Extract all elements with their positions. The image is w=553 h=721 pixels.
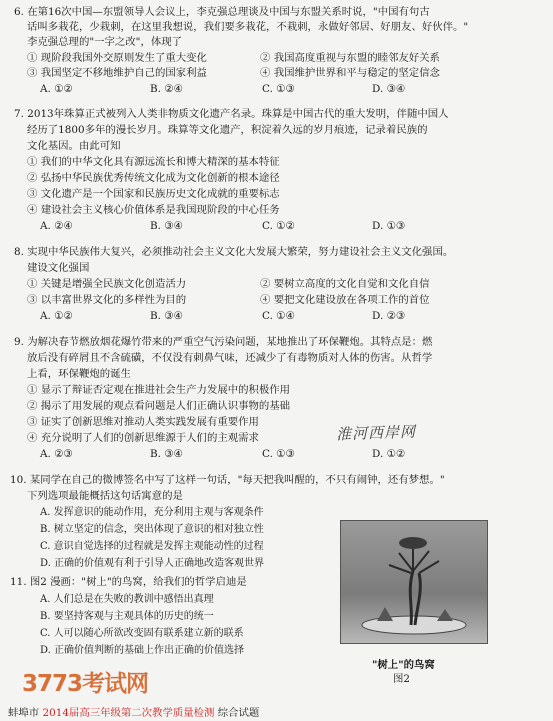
q9-answer-c: C. ①③	[262, 448, 295, 460]
page-footer	[8, 704, 259, 719]
q6-answer-a: A. ①②	[40, 83, 73, 95]
q9-stem-line-2: 放后没有碎屑且不含硫磺，不仅没有刺鼻气味，还减少了有毒物质对人体的伤害。从哲学	[27, 352, 433, 364]
q9-answer-d: D. ①②	[372, 448, 406, 460]
site-logo: 3773考试网	[22, 671, 149, 697]
q9-option-3: ③ 证实了创新思维对推动人类实践发展有重要作用	[27, 416, 259, 428]
q11-option-d: D. 正确价值判断的基础上作出正确的价值选择	[40, 645, 245, 656]
q8-stem-line-2: 建设文化强国	[27, 262, 90, 274]
q10-option-d: D. 正确的价值观有利于引导人正确地改造客观世界	[40, 558, 265, 569]
q10-option-a: A. 发挥意识的能动作用，充分利用主观与客观条件	[40, 507, 264, 518]
q9-stem-line-3: 上看，环保鞭炮的诞生	[27, 368, 131, 380]
q10-option-c: C. 意识自觉选择的过程就是发挥主观能动性的过程	[40, 541, 264, 552]
q6-stem-line-3: 李克强总理的"一字之改"，体现了	[27, 36, 183, 48]
q6-option-4: ④ 我国维护世界和平与稳定的坚定信念	[260, 67, 440, 79]
q7-option-3: ③ 文化遗产是一个国家和民族历史文化成就的重要标志	[27, 188, 280, 200]
q8-option-1: ① 关键是增强全民族文化创造活力	[27, 278, 187, 290]
q7-answer-c: C. ①②	[262, 220, 295, 232]
q9-stem-line-1: 9. 为解决春节燃放烟花爆竹带来的严重空气污染问题，某地推出了环保鞭炮。其特点是：燃	[14, 336, 433, 348]
q6-stem-line-2: 话叫多栽花，少栽刺，在这里我想说，我们要多栽花，不栽刺，永做好邻居、好朋友、好伙伴。"	[27, 21, 469, 33]
q7-stem-line-3: 文化基因。由此可知	[27, 140, 121, 152]
q6-option-2: ② 我国高度重视与东盟的睦邻友好关系	[260, 52, 440, 64]
q9-option-4: ④ 充分说明了人们的创新思维源于人们的主观需求	[27, 432, 259, 444]
q6-stem-line-1: 6. 在第16次中国—东盟领导人会议上，李克强总理谈及中国与东盟关系时说，"中国有句古	[14, 6, 430, 18]
q10-stem-line-1: 10. 某同学在自己的微博签名中写了这样一句话，"每天把我叫醒的，不只有闹钟，还有梦想。"	[10, 474, 445, 486]
q7-stem-line-2: 经历了1800多年的漫长岁月。珠算等文化遗产，积淀着久远的岁月痕迹，记录着民族的	[27, 124, 428, 136]
q9-answer-a: A. ②③	[40, 448, 73, 460]
q8-answer-c: C. ①④	[262, 310, 295, 322]
tree-nest-illustration	[341, 521, 487, 643]
footer-exam-title: 2014届高三年级第二次教学质量检测	[42, 707, 215, 719]
q11-stem: 11. 图2 漫画："树上"的鸟窝，给我们的哲学启迪是	[10, 576, 247, 588]
q11-option-a: A. 人们总是在失败的教训中感悟出真理	[40, 594, 214, 605]
q8-option-4: ④ 要把文化建设放在各项工作的首位	[260, 294, 430, 306]
q7-option-1: ① 我们的中华文化具有源远流长和博大精深的基本特征	[27, 156, 280, 168]
cartoon-figure	[340, 520, 488, 644]
q8-answer-d: D. ②③	[372, 310, 406, 322]
q6-answer-c: C. ①③	[262, 83, 295, 95]
q11-option-c: C. 人可以随心所欲改变固有联系建立新的联系	[40, 628, 244, 639]
q8-stem-line-1: 8. 实现中华民族伟大复兴，必须推动社会主义文化大发展大繁荣，努力建设社会主义文化强国。	[14, 246, 454, 258]
figure-label: 图2	[393, 673, 411, 685]
q6-option-1: ① 现阶段我国外交原则发生了重大变化	[27, 52, 207, 64]
q9-option-2: ② 揭示了用发展的观点看问题是人们正确认识事物的基础	[27, 400, 291, 412]
q6-answer-b: B. ②④	[150, 83, 183, 95]
q10-option-b: B. 树立坚定的信念，突出体现了意识的相对独立性	[40, 524, 264, 535]
q9-answer-b: B. ③④	[150, 448, 183, 460]
handwritten-watermark: 淮河西岸网	[335, 422, 417, 444]
q8-option-2: ② 要树立高度的文化自觉和文化自信	[260, 278, 430, 290]
q8-answer-b: B. ③④	[150, 310, 183, 322]
q7-answer-d: D. ①③	[372, 220, 406, 232]
q11-option-b: B. 要坚持客观与主观具体的历史的统一	[40, 611, 214, 622]
q7-answer-a: A. ②④	[40, 220, 73, 232]
q6-answer-d: D. ③④	[372, 83, 406, 95]
q9-option-1: ① 显示了辩证否定观在推进社会生产力发展中的积极作用	[27, 384, 291, 396]
footer-city: 蚌埠市	[8, 707, 40, 719]
q7-stem-line-1: 7. 2013年珠算正式被列入人类非物质文化遗产名录。珠算是中国古代的重大发明，伴随中国人	[14, 108, 449, 120]
footer-subject: 综合试题	[217, 707, 260, 719]
q6-option-3: ③ 我国坚定不移地维护自己的国家利益	[27, 67, 207, 79]
q10-stem-line-2: 下列选项最能概括这句话寓意的是	[27, 490, 183, 502]
q7-option-2: ② 弘扬中华民族优秀传统文化成为文化创新的根本途径	[27, 172, 280, 184]
q7-option-4: ④ 建设社会主义核心价值体系是我国现阶段的中心任务	[27, 204, 280, 216]
q7-answer-b: B. ③④	[150, 220, 183, 232]
q8-answer-a: A. ①②	[40, 310, 73, 322]
q8-option-3: ③ 以丰富世界文化的多样性为目的	[27, 294, 187, 306]
figure-caption: "树上"的鸟窝	[372, 659, 435, 671]
